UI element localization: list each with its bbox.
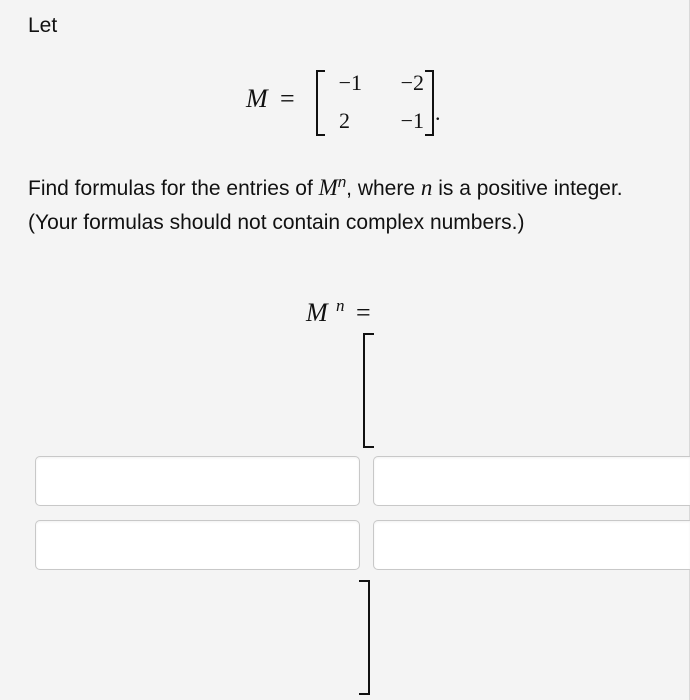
answer-variable: M <box>306 298 328 327</box>
question-text: Find formulas for the entries of $M^n$, where n is a positive integer. (Your formulas should not contain complex numbers.) <box>28 174 623 234</box>
matrix-cell: −1 <box>400 108 424 133</box>
answer-input-row2-col1[interactable] <box>35 520 360 570</box>
answer-input-row1-col2[interactable] <box>373 456 690 506</box>
matrix-cell: −1 <box>338 70 362 95</box>
answer-input-row1-col1[interactable] <box>35 456 360 506</box>
matrix-variable: M <box>246 84 268 113</box>
matrix-cell: −2 <box>400 70 424 95</box>
right-bracket <box>425 70 434 136</box>
answer-input-row2-col2[interactable] <box>373 520 690 570</box>
equals-sign: = <box>280 84 295 113</box>
intro-text: Let <box>28 14 58 37</box>
answer-right-bracket <box>359 580 370 695</box>
answer-left-bracket <box>363 333 374 448</box>
matrix-cell: 2 <box>339 108 350 133</box>
period: . <box>435 100 441 125</box>
answer-equals: = <box>356 298 371 327</box>
answer-exponent: n <box>336 296 345 315</box>
